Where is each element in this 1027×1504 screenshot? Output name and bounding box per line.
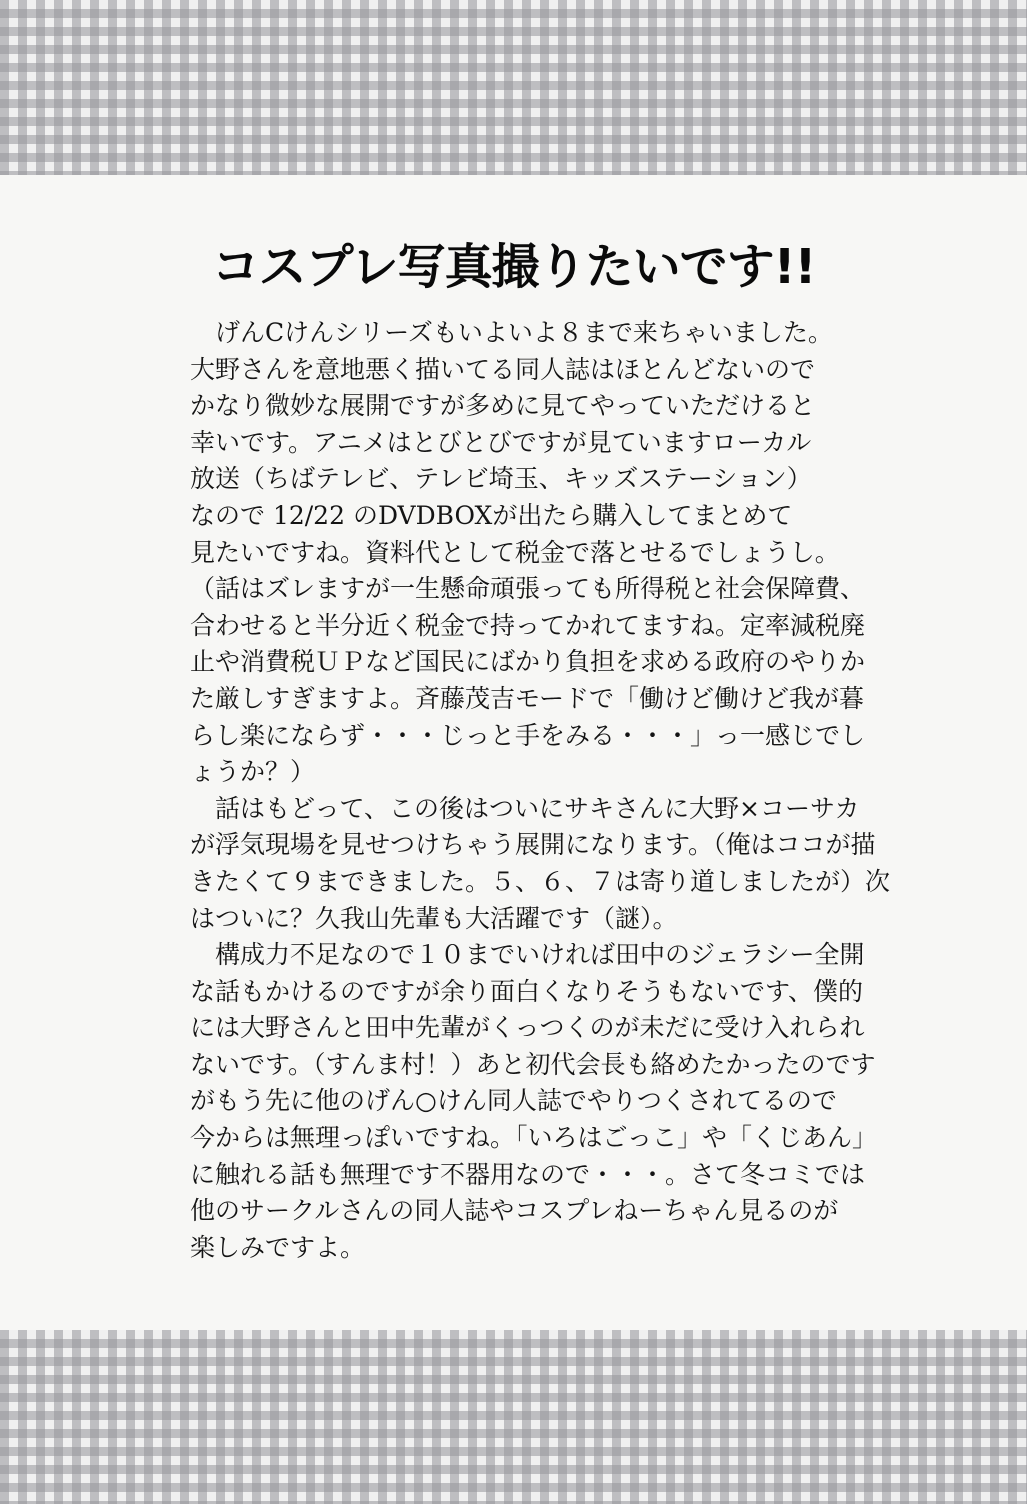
text-line: 合わせると半分近く税金で持ってかれてますね。定率減税廃 <box>190 610 866 640</box>
text-line: なので 12/22 のDVDBOXが出たら購入してまとめて <box>190 500 793 530</box>
text-line: げんCけんシリーズもいよいよ８まで来ちゃいました。 <box>190 318 833 347</box>
text-line: きたくて９まできました。５、６、７は寄り道しましたが）次 <box>190 866 891 896</box>
text-line: ょうか？） <box>190 757 316 787</box>
text-line: （話はズレますが一生懸命頑張っても所得税と社会保障費、 <box>190 574 866 604</box>
checkered-border-bottom <box>0 1330 1027 1504</box>
text-line: 幸いです。アニメはとびとびですが見ていますローカル <box>190 427 812 457</box>
text-line: が浮気現場を見せつけちゃう展開になります。（俺はココが描 <box>190 830 876 860</box>
text-line: かなり微妙な展開ですが多めに見てやっていただけると <box>190 391 816 421</box>
body-text <box>190 315 920 1266</box>
text-line: 今からは無理っぽいですね。「いろはごっこ」や「くじあん」 <box>190 1123 878 1153</box>
text-line: 話はもどって、この後はついにサキさんに大野×コーサカ <box>190 793 860 823</box>
text-line: はついに？久我山先輩も大活躍です（謎）。 <box>190 903 678 933</box>
text-line: には大野さんと田中先輩がくっつくのが未だに受け入れられ <box>190 1013 865 1043</box>
text-line: がもう先に他のげん○けん同人誌でやりつくされてるので <box>190 1086 837 1116</box>
text-line: な話もかけるのですが余り面白くなりそうもないです、僕的 <box>190 976 864 1006</box>
page-content <box>0 175 1027 1330</box>
text-line: 放送（ちばテレビ、テレビ埼玉、キッズステーション） <box>190 464 812 494</box>
checkered-border-top <box>0 0 1027 175</box>
page-title: コスプレ写真撮りたいです!! <box>211 239 816 295</box>
text-line: 他のサークルさんの同人誌やコスプレねーちゃん見るのが <box>190 1196 839 1226</box>
text-line: た厳しすぎますよ。斉藤茂吉モードで「働けど働けど我が暮 <box>190 683 865 713</box>
text-line: に触れる話も無理です不器用なので・・・。さて冬コミでは <box>190 1159 866 1189</box>
text-line: 見たいですね。資料代として税金で落とせるでしょうし。 <box>190 537 840 567</box>
text-line: ないです。（すんま村！）あと初代会長も絡めたかったのです <box>190 1049 876 1079</box>
text-line: 大野さんを意地悪く描いてる同人誌はほとんどないので <box>190 354 816 384</box>
text-line: らし楽にならず・・・じっと手をみる・・・」っ一感じでし <box>190 720 866 750</box>
text-line: 楽しみですよ。 <box>190 1232 366 1262</box>
text-line: 構成力不足なので１０までいければ田中のジェラシー全開 <box>190 940 865 970</box>
text-line: 止や消費税ＵＰなど国民にばかり負担を求める政府のやりか <box>190 647 866 677</box>
